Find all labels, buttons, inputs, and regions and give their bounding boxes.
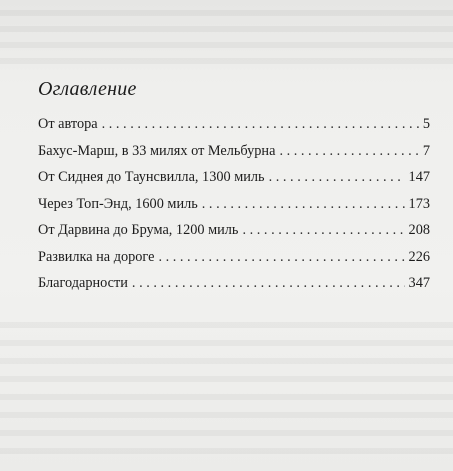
show-through-line (0, 358, 453, 364)
toc-entry[interactable] (38, 169, 430, 196)
show-through-line (0, 376, 453, 382)
dot-leader (269, 169, 405, 186)
show-through-line (0, 448, 453, 454)
dot-leader (279, 143, 418, 160)
toc-entry-page: 226 (408, 248, 430, 265)
toc-entry-label: Бахус-Марш, в 33 милях от Мельбурна (38, 142, 276, 159)
show-through-line (0, 340, 453, 346)
show-through-line (0, 26, 453, 32)
toc-entry-label: Через Топ-Энд, 1600 миль (38, 195, 198, 212)
dot-leader (158, 249, 404, 266)
dot-leader (132, 275, 405, 292)
toc-entry-page: 173 (408, 195, 430, 212)
toc-entry-page: 347 (408, 275, 430, 291)
toc-entry-label: От автора (38, 116, 98, 132)
dot-leader (202, 196, 405, 213)
toc-entry-label: Благодарности (38, 275, 128, 291)
table-of-contents (38, 116, 430, 302)
toc-entry[interactable] (38, 275, 430, 302)
show-through-line (0, 412, 453, 418)
toc-entry[interactable] (38, 116, 430, 143)
toc-entry-page: 147 (408, 169, 430, 185)
toc-entry-label: От Сиднея до Таунсвилла, 1300 миль (38, 169, 265, 185)
toc-entry-label: От Дарвина до Брума, 1200 миль (38, 222, 239, 238)
show-through-line (0, 58, 453, 64)
toc-title: Оглавление (38, 78, 137, 100)
dot-leader (242, 222, 404, 239)
show-through-line (0, 42, 453, 48)
toc-entry-page: 208 (408, 222, 430, 238)
toc-entry[interactable] (38, 143, 430, 170)
toc-entry[interactable] (38, 222, 430, 249)
toc-entry[interactable] (38, 249, 430, 276)
show-through-line (0, 10, 453, 16)
toc-entry-page: 7 (422, 142, 430, 159)
show-through-line (0, 322, 453, 328)
dot-leader (102, 116, 419, 133)
toc-entry-page: 5 (422, 116, 430, 132)
toc-entry[interactable] (38, 196, 430, 223)
show-through-line (0, 394, 453, 400)
show-through-line (0, 430, 453, 436)
toc-entry-label: Развилка на дороге (38, 248, 155, 265)
